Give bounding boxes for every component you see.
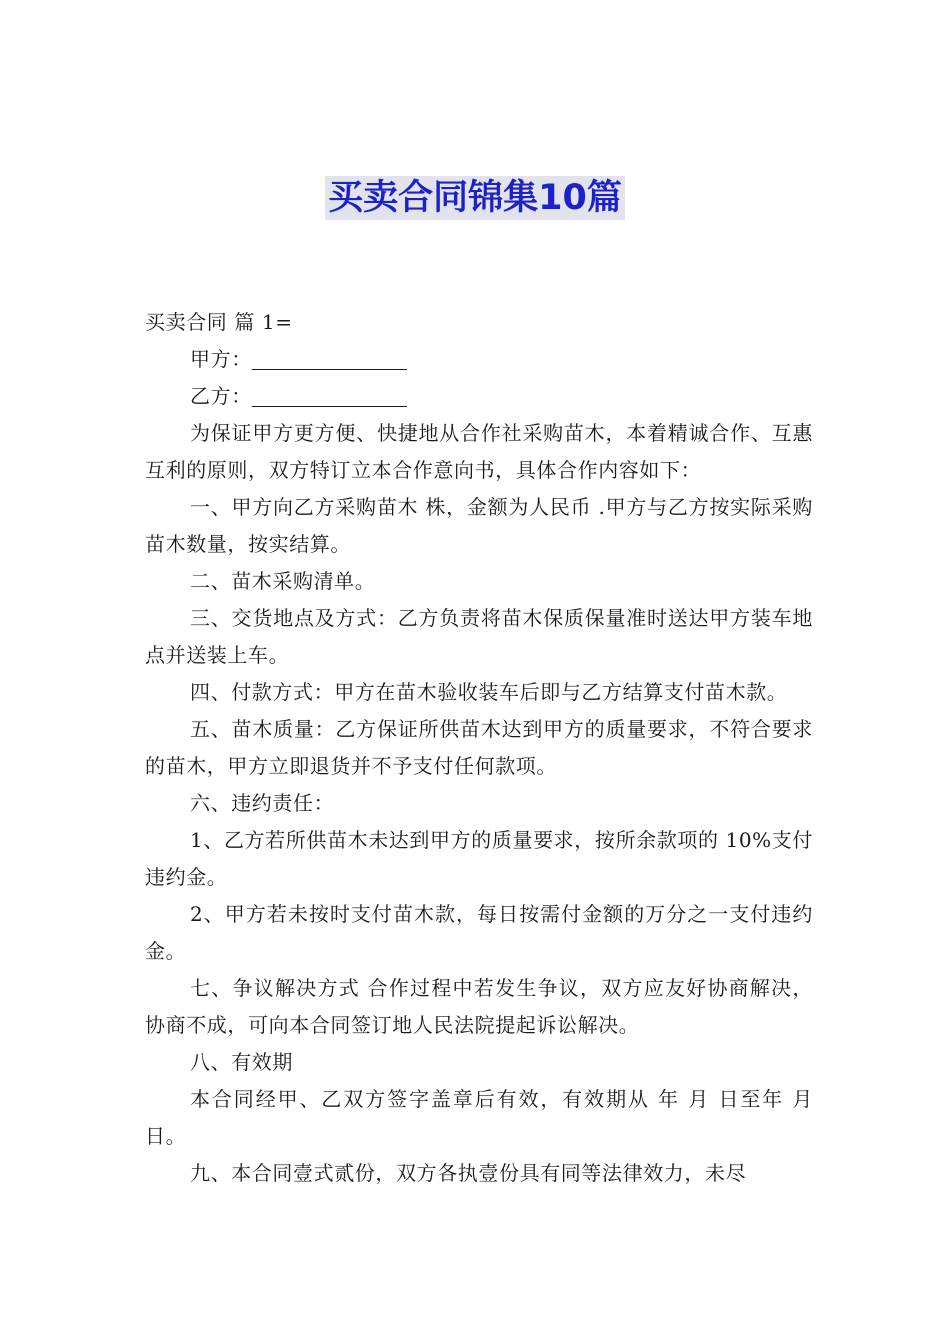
paragraph-clause-6-2: 2、甲方若未按时支付苗木款，每日按需付金额的万分之一支付违约金。 — [145, 902, 813, 963]
paragraph-clause-5: 五、苗木质量：乙方保证所供苗木达到甲方的质量要求，不符合要求的苗木，甲方立即退货并不予支付任何款项。 — [145, 717, 813, 778]
paragraph-clause-2: 二、苗木采购清单。 — [190, 569, 376, 593]
paragraph-clause-4: 四、付款方式：甲方在苗木验收装车后即与乙方结算支付苗木款。 — [190, 680, 788, 704]
title-container — [0, 176, 950, 220]
party-a-blank — [252, 347, 407, 370]
party-b-blank — [252, 384, 407, 407]
section-heading: 买卖合同 篇 1= — [145, 310, 293, 334]
paragraph-clause-9: 九、本合同壹式贰份，双方各执壹份具有同等法律效力，未尽 — [190, 1161, 747, 1185]
paragraph-clause-3: 三、交货地点及方式：乙方负责将苗木保质保量准时送达甲方装车地点并送装上车。 — [145, 606, 813, 667]
paragraph-intro: 为保证甲方更方便、快捷地从合作社采购苗木，本着精诚合作、互惠互利的原则，双方特订立本合作意向书，具体合作内容如下： — [145, 421, 813, 482]
paragraph-clause-1: 一、甲方向乙方采购苗木 株，金额为人民币 .甲方与乙方按实际采购苗木数量，按实结算。 — [145, 495, 813, 556]
paragraph-clause-6-1: 1、乙方若所供苗木未达到甲方的质量要求，按所余款项的 10%支付违约金。 — [145, 828, 813, 889]
party-b-label: 乙方： — [190, 384, 252, 408]
document-body — [145, 304, 813, 1192]
paragraph-clause-7: 七、争议解决方式 合作过程中若发生争议，双方应友好协商解决，协商不成，可向本合同签订地人民法院提起诉讼解决。 — [145, 976, 813, 1037]
party-a-line — [145, 341, 813, 378]
paragraph-clause-6: 六、违约责任： — [190, 791, 335, 815]
party-a-label: 甲方： — [190, 347, 252, 371]
paragraph-validity: 本合同经甲、乙双方签字盖章后有效，有效期从 年 月 日至年 月 日。 — [145, 1087, 813, 1148]
paragraph-clause-8: 八、有效期 — [190, 1050, 293, 1074]
party-b-line — [145, 378, 813, 415]
document-title: 买卖合同锦集10篇 — [325, 176, 625, 220]
